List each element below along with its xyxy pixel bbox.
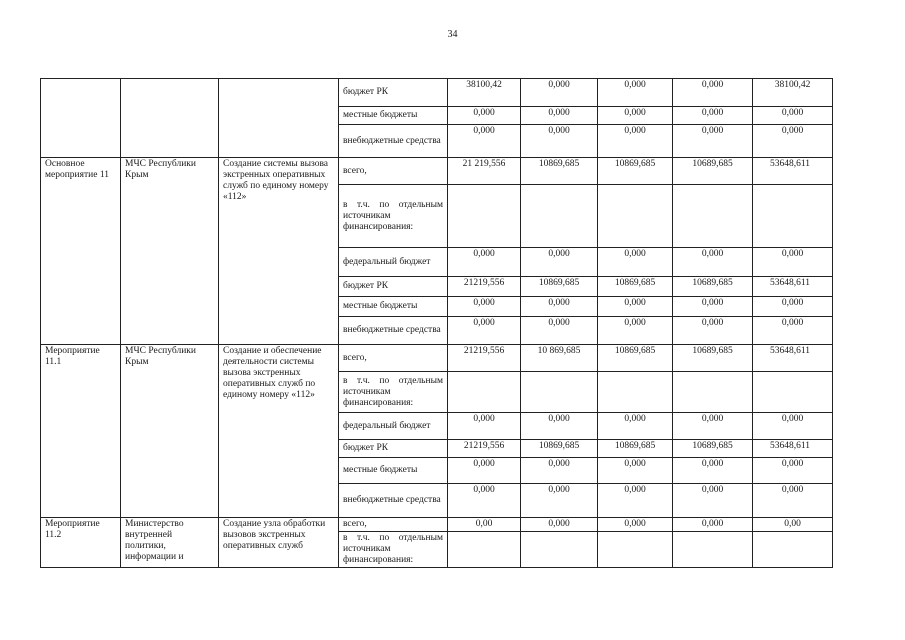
value-cell: 0,000 (753, 458, 833, 484)
value-cell: 10869,685 (521, 158, 598, 185)
value-cell: 10689,685 (673, 277, 753, 297)
value-cell: 0,000 (673, 248, 753, 277)
value-cell: 21219,556 (448, 277, 521, 297)
value-cell (753, 372, 833, 413)
value-cell: 0,000 (448, 317, 521, 345)
funding-source: местные бюджеты (339, 458, 448, 484)
value-cell (753, 185, 833, 248)
funding-source: местные бюджеты (339, 297, 448, 317)
value-cell: 0,000 (598, 107, 673, 125)
value-cell: 0,000 (753, 317, 833, 345)
activity-name-cell (41, 79, 121, 158)
funding-source: внебюджетные средства (339, 317, 448, 345)
value-cell: 0,000 (448, 484, 521, 518)
value-cell: 0,000 (673, 125, 753, 158)
value-cell: 0,000 (598, 248, 673, 277)
description-cell: Создание системы вызова экстренных оперативных служб по единому номеру «112» (219, 158, 339, 345)
value-cell: 0,000 (673, 297, 753, 317)
value-cell: 0,000 (673, 107, 753, 125)
value-cell: 10689,685 (673, 440, 753, 458)
value-cell: 0,000 (598, 518, 673, 532)
value-cell: 10 869,685 (521, 345, 598, 372)
funding-source: бюджет РК (339, 277, 448, 297)
activity-name-cell: Мероприятие 11.1 (41, 345, 121, 518)
executor-cell: Министерство внутренней политики, информации и (121, 518, 219, 568)
value-cell: 0,000 (521, 484, 598, 518)
executor-cell (121, 79, 219, 158)
funding-source: в т.ч. по отдельным источникам финансирования: (339, 185, 448, 248)
value-cell: 0,000 (521, 107, 598, 125)
value-cell (521, 532, 598, 568)
funding-source: внебюджетные средства (339, 484, 448, 518)
value-cell (598, 372, 673, 413)
value-cell: 0,000 (598, 79, 673, 107)
value-cell (673, 185, 753, 248)
value-cell: 0,00 (448, 518, 521, 532)
value-cell: 0,000 (673, 458, 753, 484)
value-cell (521, 185, 598, 248)
table-row (41, 345, 833, 372)
executor-cell: МЧС Республики Крым (121, 345, 219, 518)
table-row (41, 158, 833, 185)
executor-cell: МЧС Республики Крым (121, 158, 219, 345)
page-number: 34 (447, 29, 458, 40)
value-cell: 10869,685 (521, 277, 598, 297)
value-cell: 0,000 (448, 125, 521, 158)
value-cell: 0,000 (521, 248, 598, 277)
value-cell: 0,000 (521, 413, 598, 440)
value-cell: 0,000 (598, 484, 673, 518)
financing-table (40, 78, 833, 568)
value-cell: 0,000 (753, 248, 833, 277)
funding-source: внебюджетные средства (339, 125, 448, 158)
description-cell (219, 79, 339, 158)
value-cell: 0,000 (521, 518, 598, 532)
funding-source: федеральный бюджет (339, 248, 448, 277)
value-cell: 0,000 (753, 107, 833, 125)
value-cell: 53648,611 (753, 345, 833, 372)
funding-source: всего, (339, 345, 448, 372)
funding-source: федеральный бюджет (339, 413, 448, 440)
value-cell: 38100,42 (753, 79, 833, 107)
value-cell (753, 532, 833, 568)
value-cell: 53648,611 (753, 440, 833, 458)
value-cell: 0,000 (598, 297, 673, 317)
value-cell: 0,000 (598, 458, 673, 484)
value-cell: 0,000 (521, 458, 598, 484)
value-cell: 38100,42 (448, 79, 521, 107)
value-cell: 10689,685 (673, 345, 753, 372)
value-cell: 53648,611 (753, 277, 833, 297)
value-cell: 0,000 (521, 317, 598, 345)
value-cell: 0,000 (521, 79, 598, 107)
value-cell: 0,000 (448, 297, 521, 317)
value-cell: 10869,685 (598, 440, 673, 458)
table-row (41, 518, 833, 532)
value-cell (448, 372, 521, 413)
value-cell: 0,000 (673, 484, 753, 518)
value-cell: 10869,685 (521, 440, 598, 458)
value-cell: 0,000 (598, 317, 673, 345)
value-cell: 53648,611 (753, 158, 833, 185)
value-cell: 0,000 (673, 413, 753, 440)
value-cell: 10869,685 (598, 345, 673, 372)
funding-source: в т.ч. по отдельным источникам финансирования: (339, 532, 448, 568)
value-cell: 0,000 (753, 125, 833, 158)
value-cell: 10869,685 (598, 277, 673, 297)
funding-source: местные бюджеты (339, 107, 448, 125)
funding-source: всего, (339, 158, 448, 185)
value-cell (448, 532, 521, 568)
value-cell: 10689,685 (673, 158, 753, 185)
value-cell: 0,000 (753, 413, 833, 440)
funding-source: бюджет РК (339, 440, 448, 458)
funding-source: бюджет РК (339, 79, 448, 107)
value-cell (673, 532, 753, 568)
value-cell (598, 532, 673, 568)
value-cell: 0,00 (753, 518, 833, 532)
value-cell: 0,000 (521, 297, 598, 317)
activity-name-cell: Мероприятие 11.2 (41, 518, 121, 568)
value-cell: 21219,556 (448, 440, 521, 458)
value-cell: 0,000 (448, 248, 521, 277)
value-cell: 21219,556 (448, 345, 521, 372)
activity-name-cell: Основное мероприятие 11 (41, 158, 121, 345)
value-cell (598, 185, 673, 248)
value-cell: 0,000 (673, 518, 753, 532)
value-cell: 0,000 (448, 413, 521, 440)
funding-source: в т.ч. по отдельным источникам финансирования: (339, 372, 448, 413)
value-cell: 0,000 (673, 317, 753, 345)
value-cell: 0,000 (673, 79, 753, 107)
value-cell (448, 185, 521, 248)
description-cell: Создание узла обработки вызовов экстренных оперативных служб (219, 518, 339, 568)
value-cell: 0,000 (753, 297, 833, 317)
value-cell: 0,000 (753, 484, 833, 518)
value-cell (521, 372, 598, 413)
value-cell: 0,000 (598, 125, 673, 158)
funding-source: всего, (339, 518, 448, 532)
description-cell: Создание и обеспечение деятельности системы вызова экстренных оперативных служб по единому номеру «112» (219, 345, 339, 518)
value-cell: 21 219,556 (448, 158, 521, 185)
value-cell: 0,000 (448, 107, 521, 125)
value-cell: 0,000 (521, 125, 598, 158)
value-cell (673, 372, 753, 413)
value-cell: 0,000 (448, 458, 521, 484)
value-cell: 0,000 (598, 413, 673, 440)
table-row (41, 79, 833, 107)
value-cell: 10869,685 (598, 158, 673, 185)
